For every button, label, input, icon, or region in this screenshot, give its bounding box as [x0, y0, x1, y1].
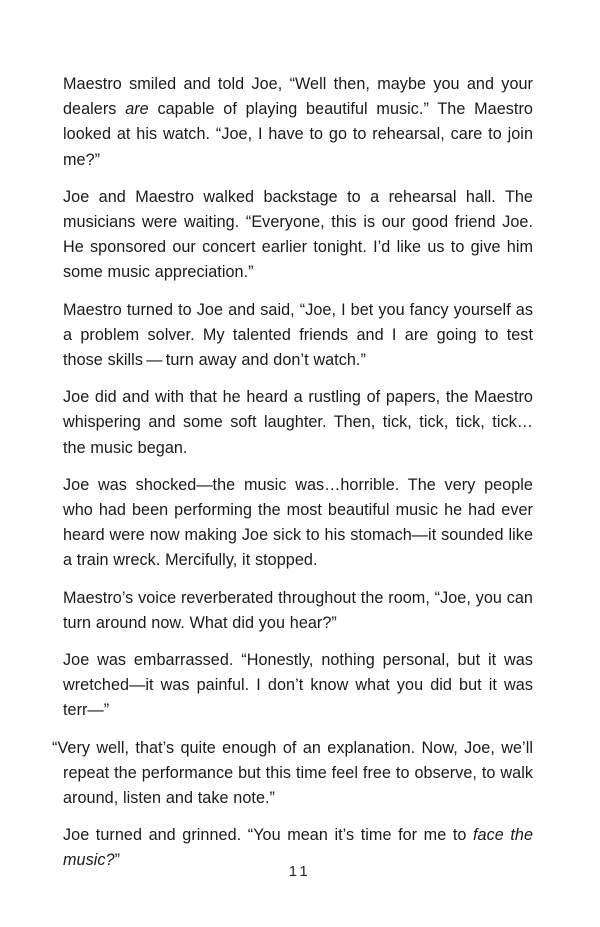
paragraph-3: Maestro turned to Joe and said, “Joe, I bet you fancy yourself as a problem solver. My talented friends and I are going to test those skills — turn away and don’t watch.” [63, 300, 533, 370]
paragraph-1 [63, 72, 533, 173]
paragraph-9-text-after-italic: ” [114, 851, 121, 870]
paragraph-8: “Very well, that’s quite enough of an explanation. Now, Joe, we’ll repeat the performance but this time feel free to observe, to walk around, listen and take note.” [52, 738, 533, 808]
paragraph-6: Maestro’s voice reverberated throughout the room, “Joe, you can turn around now. What did you hear?” [63, 588, 533, 632]
body-text-column [52, 72, 533, 874]
paragraph-1-italic-emphasis: are [125, 100, 149, 119]
page-number: 11 [288, 863, 312, 880]
paragraph-9-italic-emphasis: face the music? [63, 826, 533, 870]
paragraph-5: Joe was shocked—the music was…horrible. The very people who had been performing the most beautiful music he had ever heard were now making Joe sick to his stomach—it sounded like a train wreck. Mercifully, it stopped. [63, 475, 533, 570]
paragraph-2: Joe and Maestro walked backstage to a rehearsal hall. The musicians were waiting. “Everyone, this is our good friend Joe. He sponsored our concert earlier tonight. I’d like us to give him some music appreciation.” [63, 187, 533, 282]
paragraph-1-text-after-italic: capable of playing beautiful music.” The Maestro looked at his watch. “Joe, I have to go to rehearsal, care to join me?” [63, 100, 533, 169]
paragraph-1-text-before-italic: Maestro smiled and told Joe, “Well then, maybe you and your dealers [63, 75, 533, 119]
paragraph-4: Joe did and with that he heard a rustling of papers, the Maestro whispering and some soft laughter. Then, tick, tick, tick, tick… the music began. [63, 388, 533, 457]
paragraph-9-text-before-italic: Joe turned and grinned. “You mean it’s time for me to [63, 826, 473, 845]
paragraph-7: Joe was embarrassed. “Honestly, nothing personal, but it was wretched—it was painful. I don’t know what you did but it was terr—” [63, 651, 533, 720]
